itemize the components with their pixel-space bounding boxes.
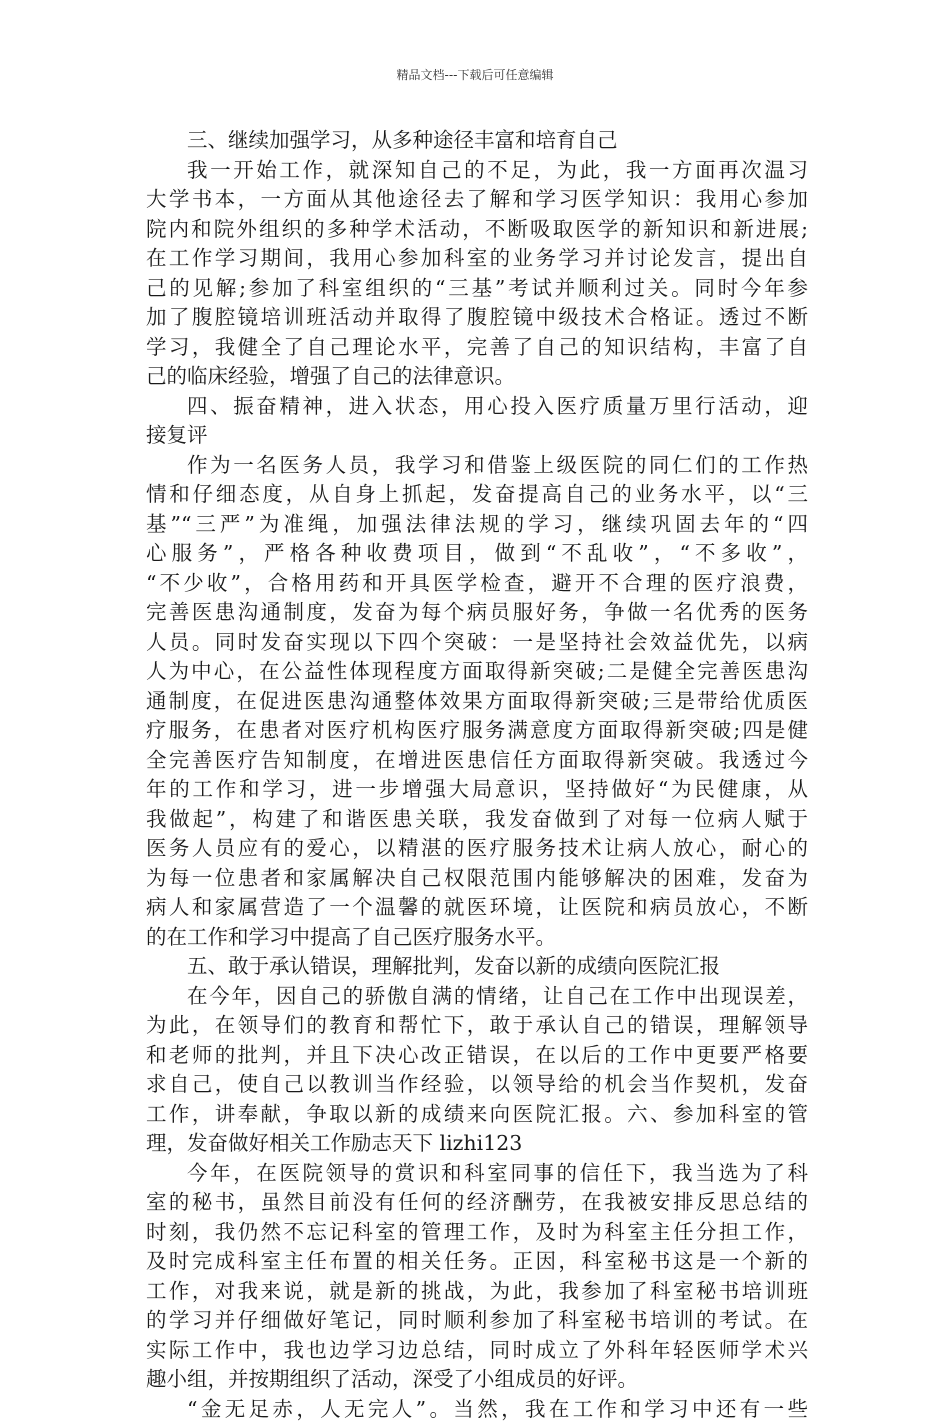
text-line: 加了腹腔镜培训班活动并取得了腹腔镜中级技术合格证。透过不断 <box>146 303 808 333</box>
text-line: 趣小组，并按期组织了活动，深受了小组成员的好评。 <box>146 1365 808 1395</box>
text-line: 四、振奋精神，进入状态，用心投入医疗质量万里行活动，迎 <box>146 392 808 422</box>
text-line: 时刻，我仍然不忘记科室的管理工作，及时为科室主任分担工作， <box>146 1218 808 1248</box>
text-line: 院内和院外组织的多种学术活动，不断吸取医学的新知识和新进展; <box>146 215 808 245</box>
text-line: 工作，讲奉献，争取以新的成绩来向医院汇报。六、参加科室的管 <box>146 1100 808 1130</box>
text-line: 和老师的批判，并且下决心改正错误，在以后的工作中更要严格要 <box>146 1041 808 1071</box>
text-line: 实际工作中，我也边学习边总结，同时成立了外科年轻医师学术兴 <box>146 1336 808 1366</box>
text-line: 室的秘书，虽然目前没有任何的经济酬劳，在我被安排反思总结的 <box>146 1188 808 1218</box>
text-line: 大学书本，一方面从其他途径去了解和学习医学知识：我用心参加 <box>146 185 808 215</box>
text-line: 我做起”，构建了和谐医患关联，我发奋做到了对每一位病人赋于 <box>146 805 808 835</box>
text-line: 为每一位患者和家属解决自己权限范围内能够解决的困难，发奋为 <box>146 864 808 894</box>
text-line: 病人和家属营造了一个温馨的就医环境，让医院和病员放心，不断 <box>146 893 808 923</box>
text-line: 情和仔细态度，从自身上抓起，发奋提高自己的业务水平，以“三 <box>146 480 808 510</box>
text-line: 三、继续加强学习，从多种途径丰富和培育自己 <box>146 126 808 156</box>
text-line: 人为中心，在公益性体现程度方面取得新突破;二是健全完善医患沟 <box>146 657 808 687</box>
text-line: 接复评 <box>146 421 808 451</box>
text-line: 及时完成科室主任布置的相关任务。正因，科室秘书这是一个新的 <box>146 1247 808 1277</box>
text-line: 通制度，在促进医患沟通整体效果方面取得新突破;三是带给优质医 <box>146 687 808 717</box>
text-line: 完善医患沟通制度，发奋为每个病员服好务，争做一名优秀的医务 <box>146 598 808 628</box>
text-line: 五、敢于承认错误，理解批判，发奋以新的成绩向医院汇报 <box>146 952 808 982</box>
text-line: 为此，在领导们的教育和帮忙下，敢于承认自己的错误，理解领导 <box>146 1011 808 1041</box>
text-line: 己的临床经验，增强了自己的法律意识。 <box>146 362 808 392</box>
text-line: 己的见解;参加了科室组织的“三基”考试并顺利过关。同时今年参 <box>146 274 808 304</box>
text-line: 心服务”，严格各种收费项目，做到“不乱收”，“不多收”， <box>146 539 808 569</box>
text-line: “不少收”，合格用药和开具医学检查，避开不合理的医疗浪费， <box>146 569 808 599</box>
text-line: 理，发奋做好相关工作励志天下 lizhi123 <box>146 1129 808 1159</box>
text-line: 学习，我健全了自己理论水平，完善了自己的知识结构，丰富了自 <box>146 333 808 363</box>
text-line: 在今年，因自己的骄傲自满的情绪，让自己在工作中出现误差， <box>146 982 808 1012</box>
text-line: 基”“三严”为准绳，加强法律法规的学习，继续巩固去年的“四 <box>146 510 808 540</box>
text-line: 医务人员应有的爱心，以精湛的医疗服务技术让病人放心，耐心的 <box>146 834 808 864</box>
text-line: 人员。同时发奋实现以下四个突破：一是坚持社会效益优先，以病 <box>146 628 808 658</box>
text-line: 我一开始工作，就深知自己的不足，为此，我一方面再次温习 <box>146 156 808 186</box>
text-line: 工作，对我来说，就是新的挑战，为此，我参加了科室秘书培训班 <box>146 1277 808 1307</box>
text-line: 求自己，使自己以教训当作经验，以领导给的机会当作契机，发奋 <box>146 1070 808 1100</box>
text-line: 的在工作和学习中提高了自己医疗服务水平。 <box>146 923 808 953</box>
text-line: 在工作学习期间，我用心参加科室的业务学习并讨论发言，提出自 <box>146 244 808 274</box>
text-line: 今年，在医院领导的赏识和科室同事的信任下，我当选为了科 <box>146 1159 808 1189</box>
text-line: 作为一名医务人员，我学习和借鉴上级医院的同仁们的工作热 <box>146 451 808 481</box>
document-body <box>146 126 808 1424</box>
page-header: 精品文档---下载后可任意编辑 <box>0 66 950 83</box>
text-line: 年的工作和学习，进一步增强大局意识，坚持做好“为民健康，从 <box>146 775 808 805</box>
text-line: 的学习并仔细做好笔记，同时顺利参加了科室秘书培训的考试。在 <box>146 1306 808 1336</box>
text-line: 疗服务，在患者对医疗机构医疗服务满意度方面取得新突破;四是健 <box>146 716 808 746</box>
text-line: 全完善医疗告知制度，在增进医患信任方面取得新突破。我透过今 <box>146 746 808 776</box>
text-line: “金无足赤，人无完人”。当然，我在工作和学习中还有一些 <box>146 1395 808 1424</box>
